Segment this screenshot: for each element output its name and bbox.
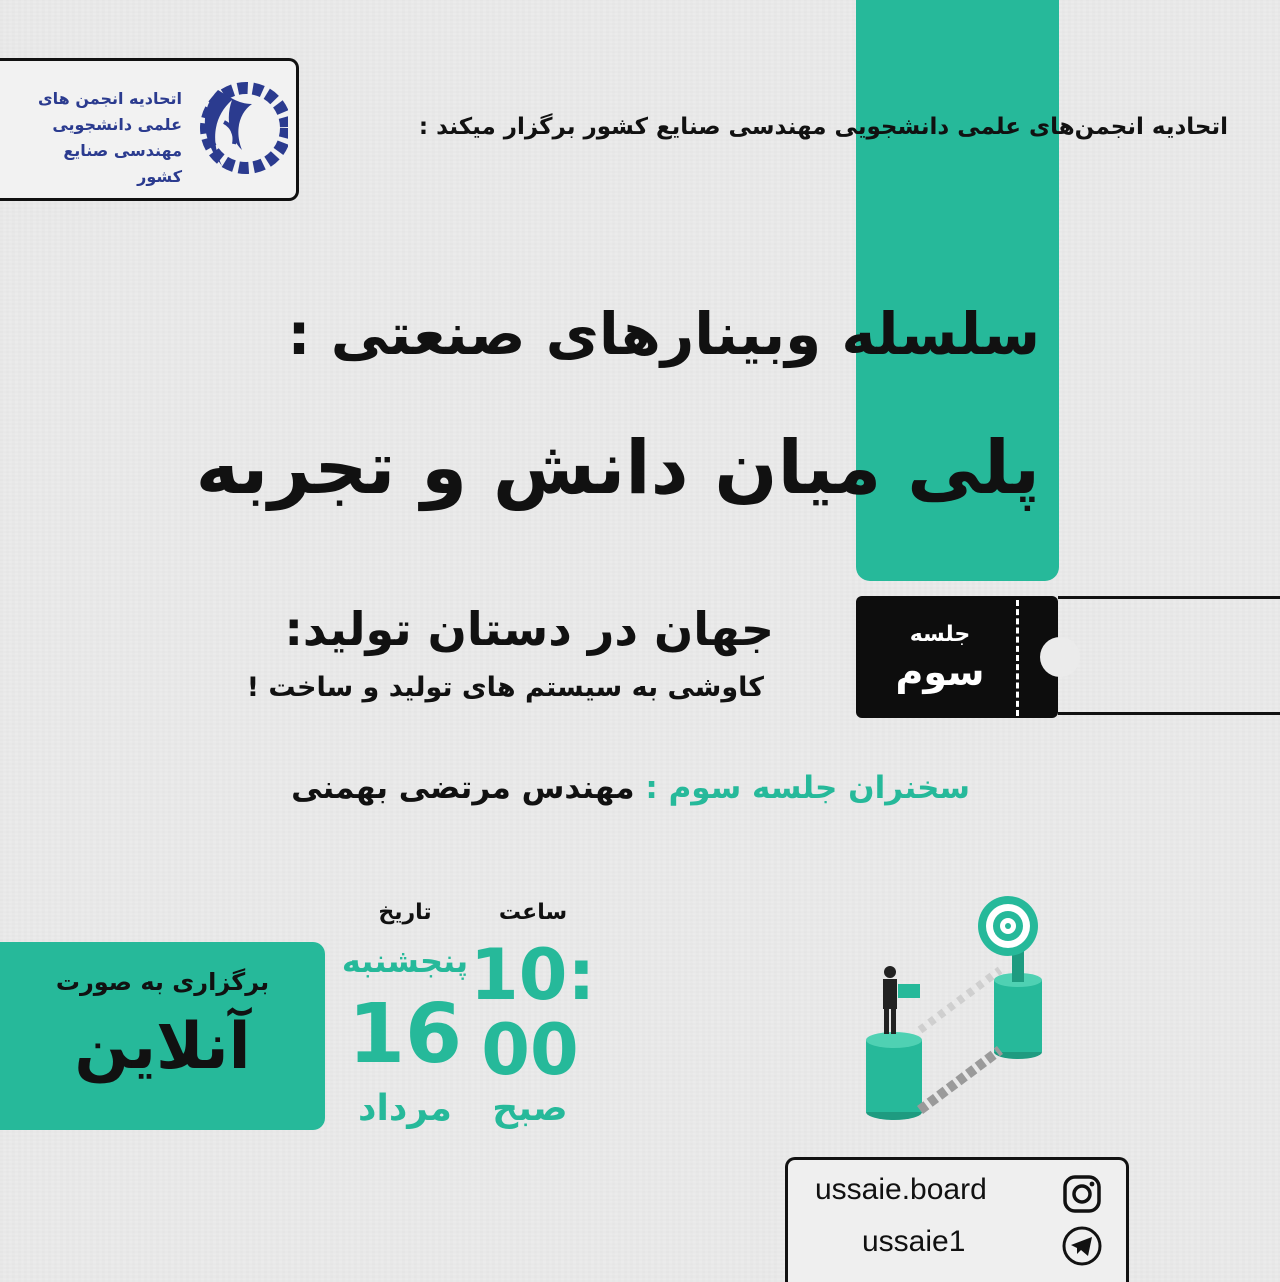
ticket-outline bbox=[1058, 596, 1280, 715]
puzzle-target-illustration bbox=[850, 880, 1070, 1140]
instagram-handle[interactable]: ussaie.board bbox=[815, 1173, 987, 1206]
time-minute: 00 bbox=[481, 1009, 579, 1091]
date-label: تاریخ bbox=[378, 900, 432, 925]
speaker-name: مهندس مرتضی بهمنی bbox=[291, 770, 635, 806]
logo-text-line-1: اتحادیه انجمن های bbox=[37, 89, 182, 108]
date-day-number: 16 bbox=[347, 987, 463, 1082]
telegram-handle[interactable]: ussaie1 bbox=[862, 1225, 966, 1258]
speaker-label: سخنران جلسه سوم : bbox=[645, 770, 970, 806]
date-month: مرداد bbox=[358, 1088, 452, 1129]
ticket-dashed-divider bbox=[1016, 600, 1019, 716]
gear-emblem-icon bbox=[188, 70, 288, 186]
logo-text-line-3: مهندسی صنایع کشور bbox=[63, 141, 182, 186]
logo-text bbox=[20, 86, 182, 190]
session-number: سوم bbox=[895, 650, 985, 694]
date-weekday: پنجشنبه bbox=[341, 942, 469, 980]
telegram-icon[interactable] bbox=[1060, 1224, 1104, 1268]
session-label: جلسه bbox=[909, 622, 971, 647]
ticket-notch bbox=[1040, 637, 1080, 677]
time-period: صبح bbox=[492, 1088, 568, 1129]
title-line-2: پلی میان دانش و تجربه bbox=[195, 425, 1040, 511]
format-label: برگزاری به صورت bbox=[55, 968, 270, 996]
time-label: ساعت bbox=[498, 900, 568, 925]
topic-title: جهان در دستان تولید: bbox=[284, 602, 774, 656]
time-hour: 10: bbox=[470, 934, 596, 1016]
presents-line: اتحادیه انجمن‌های علمی دانشجویی مهندسی صنایع کشور برگزار میکند : bbox=[418, 114, 1228, 140]
logo-text-line-2: علمی دانشجویی bbox=[52, 115, 182, 134]
instagram-icon[interactable] bbox=[1060, 1172, 1104, 1216]
topic-subtitle: کاوشی به سیستم های تولید و ساخت ! bbox=[246, 672, 764, 703]
speaker-line bbox=[291, 770, 970, 806]
format-value: آنلاین bbox=[74, 1010, 251, 1084]
title-line-1: سلسله وبینارهای صنعتی : bbox=[287, 300, 1040, 368]
